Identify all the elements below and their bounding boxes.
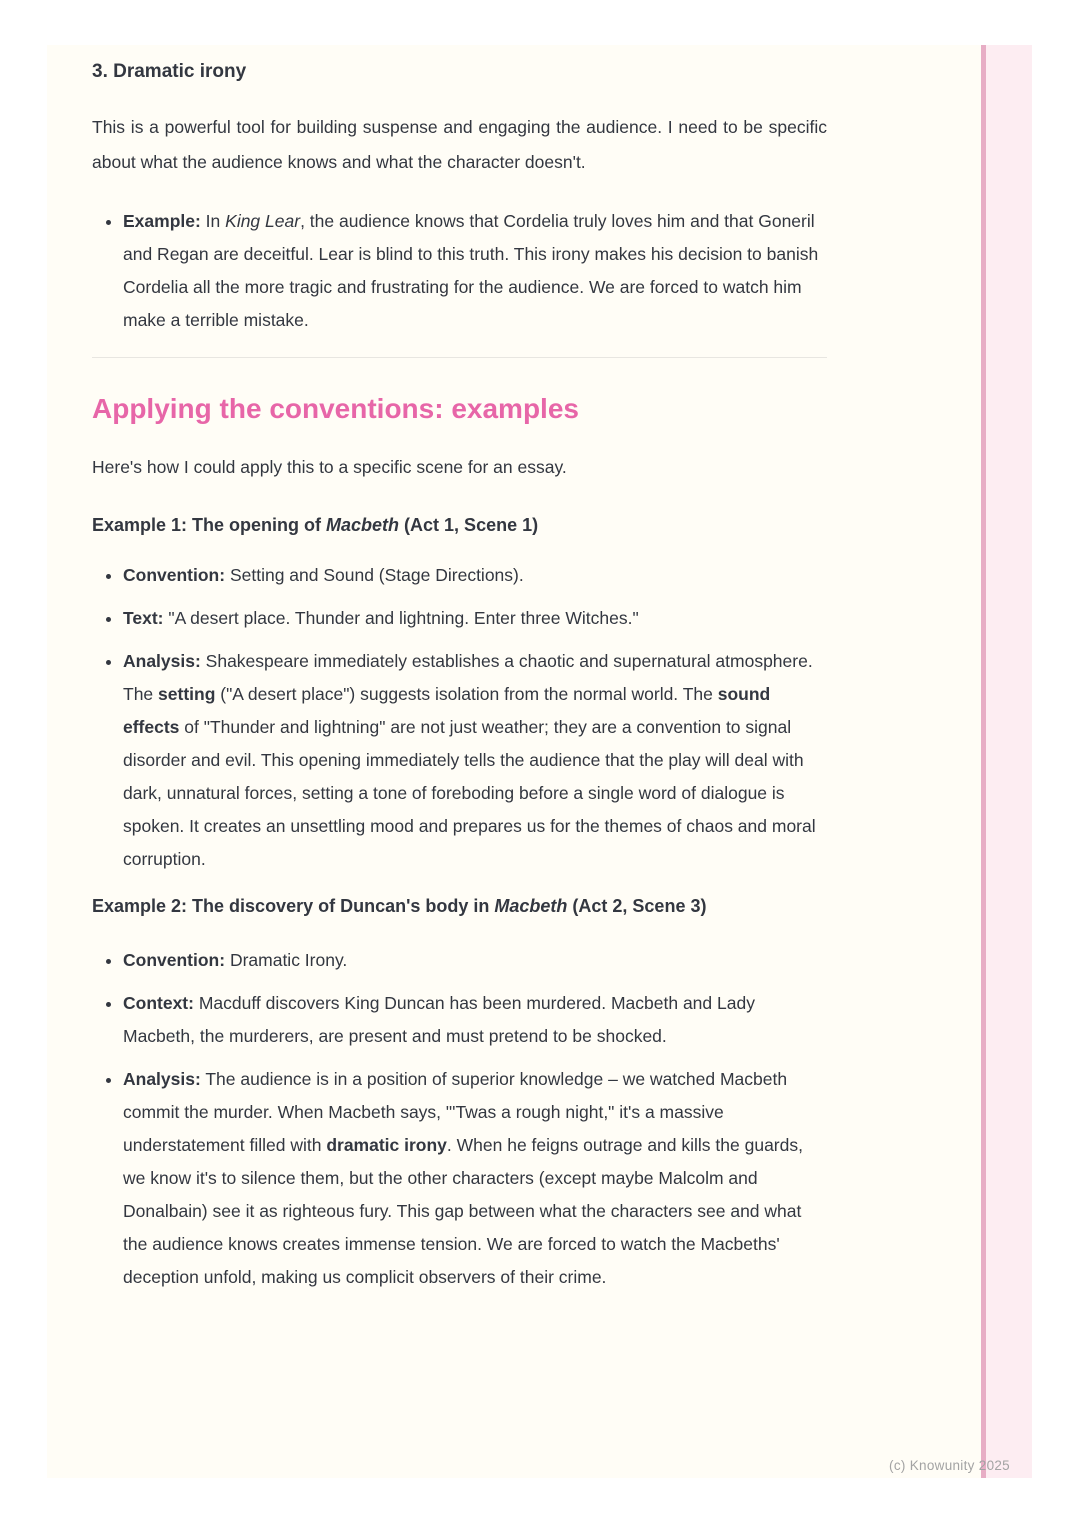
list-item-text: • Text: "A desert place. Thunder and lightning. Enter three Witches." <box>123 602 827 635</box>
page-content <box>92 45 827 1304</box>
intro-paragraph: This is a powerful tool for building suspense and engaging the audience. I need to be specific about what the audience knows and what the character doesn't. <box>92 117 827 172</box>
example2-list <box>92 944 827 1294</box>
example-list <box>92 205 827 337</box>
list-item-convention: • Convention: Setting and Sound (Stage Directions). <box>123 559 827 592</box>
example1-heading: Example 1: The opening of Macbeth (Act 1, Scene 1) <box>92 515 539 535</box>
example1-list <box>92 559 827 876</box>
example2-heading: Example 2: The discovery of Duncan's body in Macbeth (Act 2, Scene 3) <box>92 896 707 916</box>
list-item-analysis: • Analysis: Shakespeare immediately establishes a chaotic and supernatural atmosphere. The setting ("A desert place") suggests isolation from the normal world. The sound effects of "Thunder and lightning" are not just weather; they are a convention to signal disorder and evil. This opening immediately tells the audience that the play will deal with dark, unnatural forces, setting a tone of foreboding before a single word of dialogue is spoken. It creates an unsettling mood and prepares us for the themes of chaos and moral corruption. <box>123 645 827 876</box>
list-item-convention: • Convention: Dramatic Irony. <box>123 944 827 977</box>
section-heading-applying-conventions: Applying the conventions: examples <box>92 393 579 424</box>
page-edge-stripe <box>981 45 1032 1478</box>
copyright-watermark: (c) Knowunity 2025 <box>889 1458 1010 1473</box>
list-item-example-king-lear: • Example: In King Lear, the audience knows that Cordelia truly loves him and that Goneril and Regan are deceitful. Lear is blind to this truth. This irony makes his decision to banish Cordelia all the more tragic and frustrating for the audience. We are forced to watch him make a terrible mistake. <box>123 205 827 337</box>
list-item-analysis: • Analysis: The audience is in a position of superior knowledge – we watched Macbeth commit the murder. When Macbeth says, "'Twas a rough night," it's a massive understatement filled with dramatic irony. When he feigns outrage and kills the guards, we know it's to silence them, but the other characters (except maybe Malcolm and Donalbain) see it as righteous fury. This gap between what the characters see and what the audience knows creates immense tension. We are forced to watch the Macbeths' deception unfold, making us complicit observers of their crime. <box>123 1063 827 1294</box>
document-page <box>47 45 1032 1478</box>
section-intro-text: Here's how I could apply this to a specific scene for an essay. <box>92 457 567 477</box>
section-divider <box>92 357 827 358</box>
subsection-heading-dramatic-irony: 3. Dramatic irony <box>92 61 247 82</box>
list-item-context: • Context: Macduff discovers King Duncan has been murdered. Macbeth and Lady Macbeth, the murderers, are present and must pretend to be shocked. <box>123 987 827 1053</box>
